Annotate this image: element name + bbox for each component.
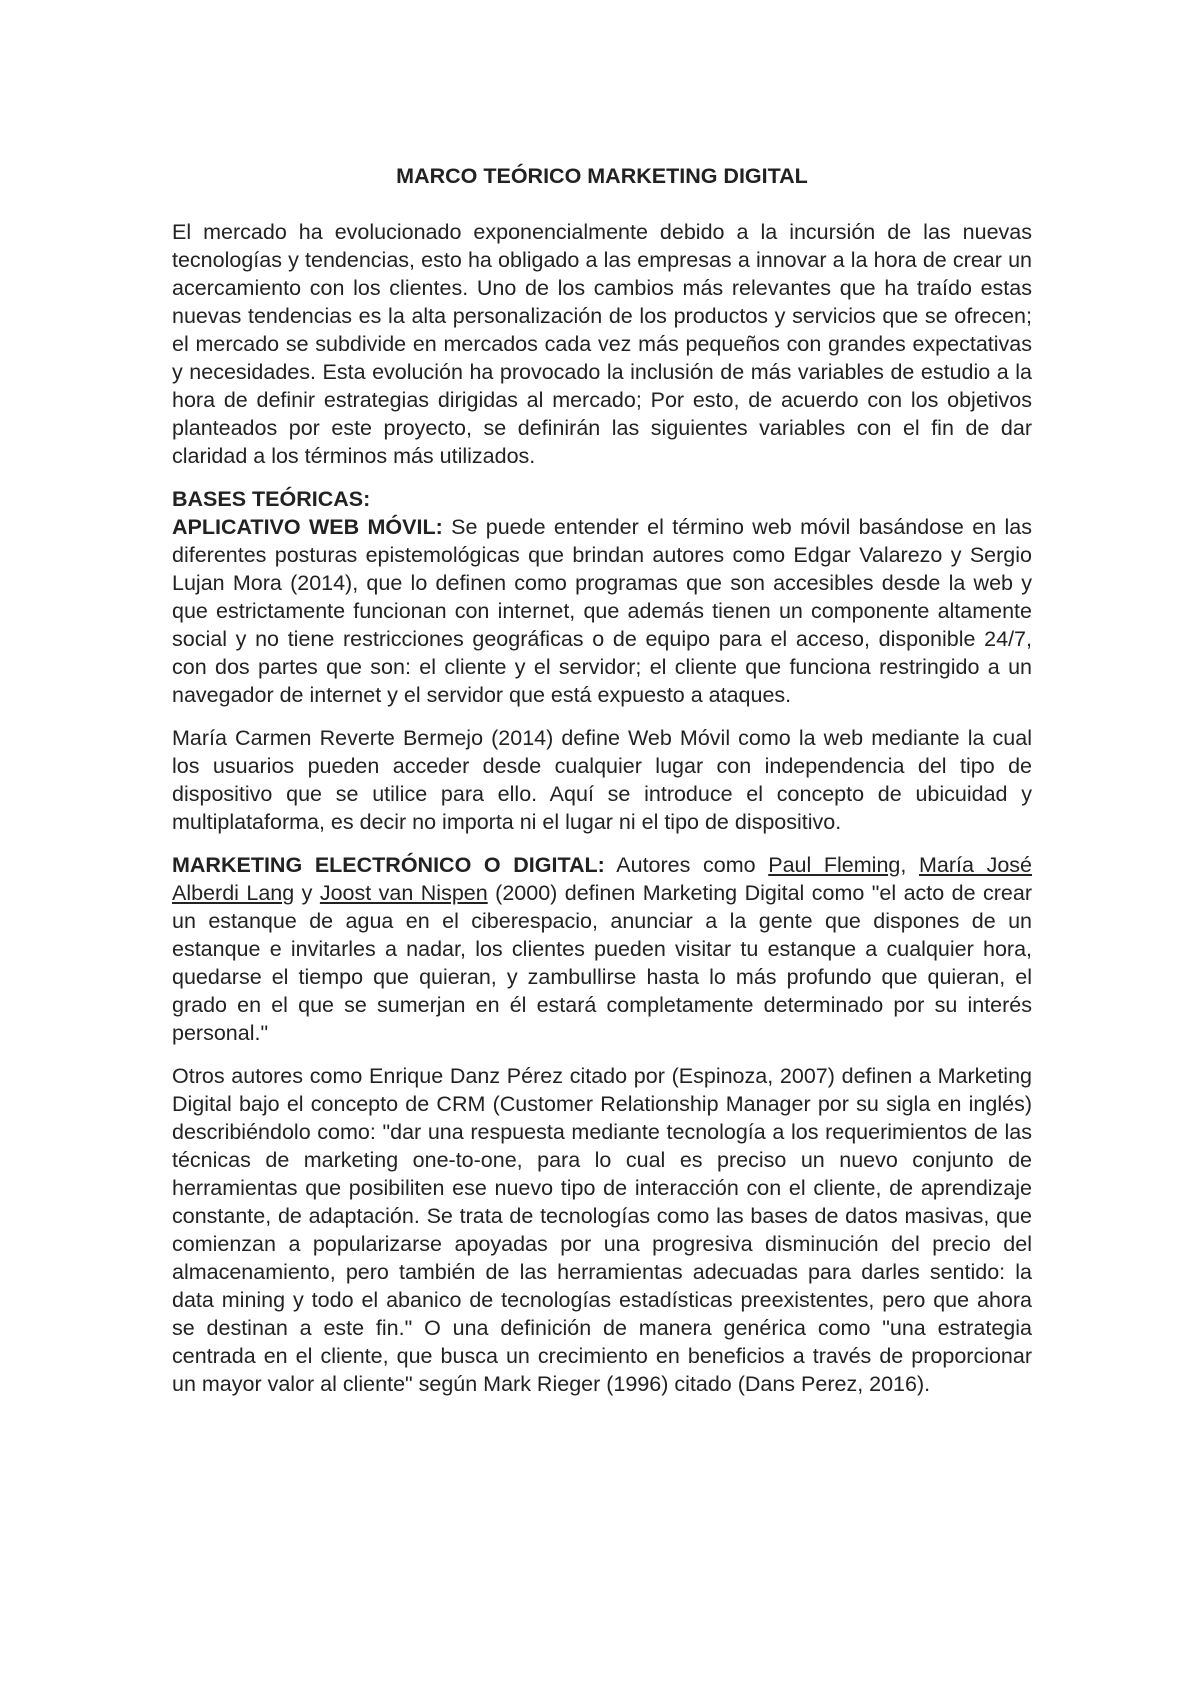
author-link-paul-fleming[interactable]: Paul Fleming bbox=[768, 853, 901, 877]
web-movil-term: APLICATIVO WEB MÓVIL: bbox=[172, 515, 443, 539]
reverte-paragraph: María Carmen Reverte Bermejo (2014) define Web Móvil como la web mediante la cual los usuarios pueden acceder desde cualquier lugar con independencia del tipo de dispositivo que se utilice para ello. Aquí se introduce el concepto de ubicuidad y multiplataforma, es decir no importa ni el lugar ni el tipo de dispositivo. bbox=[172, 726, 1032, 834]
marketing-paragraph bbox=[172, 851, 1032, 1047]
marketing-text-b: (2000) definen Marketing Digital como "el acto de crear un estanque de agua en el ciberespacio, anunciar a la gente que dispones de un estanque e invitarles a nadar, los clientes pueden visitar tu estanque a cualquier hora, quedarse el tiempo que quieran, y zambullirse hasta lo más profundo que quieran, el grado en el que se sumerjan en él estará completamente determinado por su interés personal." bbox=[172, 881, 1032, 1045]
bases-teoricas-heading: BASES TEÓRICAS: bbox=[172, 487, 371, 511]
author-link-joost-van-nispen[interactable]: Joost van Nispen bbox=[319, 881, 488, 905]
otros-autores-paragraph: Otros autores como Enrique Danz Pérez citado por (Espinoza, 2007) definen a Marketing Digital bajo el concepto de CRM (Customer Relationship Manager por su sigla en inglés) describiéndolo como: "dar una respuesta mediante tecnología a los requerimientos de las técnicas de marketing one-to-one, para lo cual es preciso un nuevo conjunto de herramientas que posibiliten ese nuevo tipo de interacción con el cliente, de aprendizaje constante, de adaptación. Se trata de tecnologías como las bases de datos masivas, que comienzan a popularizarse apoyadas por una progresiva disminución del precio del almacenamiento, pero también de las herramientas adecuadas para darles sentido: la data mining y todo el abanico de tecnologías estadísticas preexistentes, pero que ahora se destinan a este fin." O una definición de manera genérica como "una estrategia centrada en el cliente, que busca un crecimiento en beneficios a través de proporcionar un mayor valor al cliente" según Mark Rieger (1996) citado (Dans Perez, 2016). bbox=[172, 1064, 1032, 1396]
marketing-term: MARKETING ELECTRÓNICO O DIGITAL: bbox=[172, 853, 605, 877]
document-page bbox=[172, 162, 1032, 1413]
marketing-sep-1: , bbox=[900, 853, 919, 877]
intro-paragraph: El mercado ha evolucionado exponencialmente debido a la incursión de las nuevas tecnologías y tendencias, esto ha obligado a las empresas a innovar a la hora de crear un acercamiento con los clientes. Uno de los cambios más relevantes que ha traído estas nuevas tendencias es la alta personalización de los productos y servicios que se ofrecen; el mercado se subdivide en mercados cada vez más pequeños con grandes expectativas y necesidades. Esta evolución ha provocado la inclusión de más variables de estudio a la hora de definir estrategias dirigidas al mercado; Por esto, de acuerdo con los objetivos planteados por este proyecto, se definirán las siguientes variables con el fin de dar claridad a los términos más utilizados. bbox=[172, 220, 1032, 468]
document-title: MARCO TEÓRICO MARKETING DIGITAL bbox=[396, 164, 808, 188]
marketing-text-a: Autores como bbox=[604, 853, 769, 877]
web-movil-paragraph bbox=[172, 513, 1032, 709]
marketing-sep-2: y bbox=[294, 881, 320, 905]
author-link-maria-jose-alberdi-lang[interactable]: María José Alberdi Lang bbox=[172, 853, 1032, 905]
web-movil-text: Se puede entender el término web móvil basándose en las diferentes posturas epistemológicas que brindan autores como Edgar Valarezo y Sergio Lujan Mora (2014), que lo definen como programas que son accesibles desde la web y que estrictamente funcionan con internet, que además tienen un componente altamente social y no tiene restricciones geográficas o de equipo para el acceso, disponible 24/7, con dos partes que son: el cliente y el servidor; el cliente que funciona restringido a un navegador de internet y el servidor que está expuesto a ataques. bbox=[172, 515, 1032, 707]
